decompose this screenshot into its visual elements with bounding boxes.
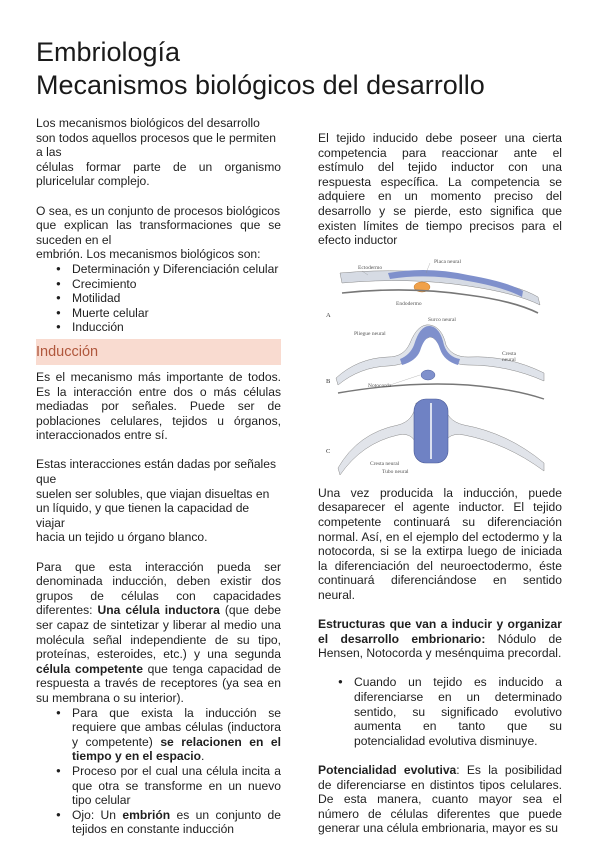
induction-notes-list <box>36 706 281 837</box>
text-run: : Es la posibilidad de diferenciarse en distintos tipos celulares. De esta manera, cuanto mayor sea el número de células diferentes que puede generar una célula embrionaria, mayor es su <box>318 763 562 836</box>
label-pliegue-neural: Pliegue neural <box>354 330 386 337</box>
intro-paragraph <box>36 116 281 189</box>
text-line: células formar parte de un organismo <box>36 159 281 174</box>
label-placa-neural: Placa neural <box>434 258 462 265</box>
text-run: . <box>201 749 205 764</box>
bold-term: célula competente <box>36 661 143 676</box>
bold-term: Potencialidad evolutiva <box>318 763 457 778</box>
text-line: Los mecanismos biológicos del desarrollo <box>36 116 260 130</box>
text-line: O sea, es un conjunto de procesos biológicos <box>36 203 281 218</box>
list-item: ● Determinación y Diferenciación celular <box>36 262 281 277</box>
label-cresta-neural-a: Cresta <box>502 350 517 357</box>
label-cresta-neural-c: Cresta neural <box>370 460 400 467</box>
para-que-paragraph <box>36 560 281 706</box>
list-item: ● Crecimiento <box>36 277 281 292</box>
label-c: C <box>326 447 331 455</box>
estructuras-paragraph <box>318 617 562 661</box>
neural-induction-figure <box>318 253 562 478</box>
panel-a <box>326 259 540 319</box>
text-line: a las <box>36 145 62 160</box>
list-item: ● Cuando un tejido es inducido a diferenciarse en un determinado sentido, su significado evolutivo aumenta en tanto que su potencialidad evolutiva disminuye. <box>318 675 562 748</box>
text-line: suceden en el <box>36 232 112 247</box>
evolutivo-list <box>318 675 562 748</box>
notochord-b <box>421 370 435 380</box>
interacciones-paragraph <box>36 457 281 545</box>
panel-c <box>326 399 544 475</box>
right-column <box>318 131 562 836</box>
list-item <box>36 706 281 764</box>
text-run: Ojo: Un <box>72 807 123 822</box>
text-run: (que debe ser capaz de sintetizar y liberar al medio una molécula señal independiente de su tipo, proteínas, esteroides, etc.) y una segunda <box>36 603 281 662</box>
text-line: hacia un tejido u órgano blanco. <box>36 530 208 545</box>
list-item: ● Inducción <box>36 320 281 335</box>
label-surco-neural: Surco neural <box>428 316 456 323</box>
label-notocorda: Notocorda <box>368 382 392 389</box>
text-line: son todos aquellos procesos que le permiten <box>36 130 277 145</box>
text-line: Estas interacciones están dadas por señales <box>36 457 277 472</box>
title-line-2: Mecanismos biológicos del desarrollo <box>36 70 485 100</box>
page-title <box>36 36 485 102</box>
text-line: pluricelular complejo. <box>36 174 150 189</box>
label-endodermo: Endodermo <box>396 300 422 307</box>
title-line-1: Embriología <box>36 37 181 67</box>
osea-paragraph <box>36 204 281 262</box>
text-run: que tenga capacidad de respuesta a través de receptores (ya sea en su membrana o su interior). <box>36 661 281 705</box>
induccion-paragraph: Es el mecanismo más importante de todos. Es la interacción entre dos o más células mediadas por señales. Puede ser de poblaciones celulares, tejidos u órganos, interaccionados entre sí. <box>36 369 281 443</box>
text-line: que explican las transformaciones que se <box>36 218 281 233</box>
left-column <box>36 116 281 837</box>
list-item <box>36 808 281 837</box>
bold-term: embrión <box>122 807 171 822</box>
bold-term: Una célula inductora <box>97 603 220 618</box>
text-line: que <box>36 472 57 487</box>
bold-term: se relacionen en el tiempo y en el espacio <box>72 734 281 764</box>
label-ectodermo: Ectodermo <box>358 264 383 271</box>
text-run: Para que esta interacción pueda ser denominada inducción, deben existir dos grupos de células con capacidades diferentes: <box>36 559 281 618</box>
una-vez-paragraph: Una vez producida la inducción, puede desaparecer el agente inductor. El tejido competente continuará su diferenciación normal. Así, en el ejemplo del ectodermo y la notocorda, si se la extirpa luego de iniciada la diferenciación del neuroectodermo, éste continuará diferenciándose en sentido neural. <box>318 485 562 602</box>
list-item: ● Motilidad <box>36 291 281 306</box>
competencia-paragraph: El tejido inducido debe poseer una cierta competencia para reaccionar ante el estímulo del tejido inductor con una respuesta específica. La competencia se adquiere en un momento preciso del desarrollo y se pierde, esto significa que existen límites de tiempo precisos para el efecto inductor <box>318 131 562 248</box>
text-run: Para que exista la inducción se requiere que ambas células (inductora y competente) <box>72 705 281 749</box>
label-tubo-neural: Tubo neural <box>382 468 409 475</box>
text-run: es un conjunto de tejidos en constante inducción <box>72 807 281 837</box>
label-cresta-neural-b: neural <box>502 356 516 363</box>
text-line: suelen ser solubles, que viajan disueltas en <box>36 486 270 501</box>
section-heading-induccion: Inducción <box>36 339 281 365</box>
mechanisms-list <box>36 262 281 335</box>
label-b: B <box>326 377 331 385</box>
potencialidad-paragraph <box>318 763 562 836</box>
text-run: Nódulo de Hensen, Notocorda y mesénquima precordal. <box>318 631 562 661</box>
list-item: ● Proceso por el cual una célula incita a que otra se transforme en un nuevo tipo celular <box>36 764 281 808</box>
text-line: embrión. Los mecanismos biológicos son: <box>36 247 261 262</box>
text-line: un líquido, y que tienen la capacidad de viajar <box>36 501 250 530</box>
label-a: A <box>326 311 331 319</box>
panel-b <box>326 317 544 399</box>
list-item: ● Muerte celular <box>36 306 281 321</box>
bold-term: Estructuras que van a inducir y organizar el desarrollo embrionario: <box>318 617 562 646</box>
